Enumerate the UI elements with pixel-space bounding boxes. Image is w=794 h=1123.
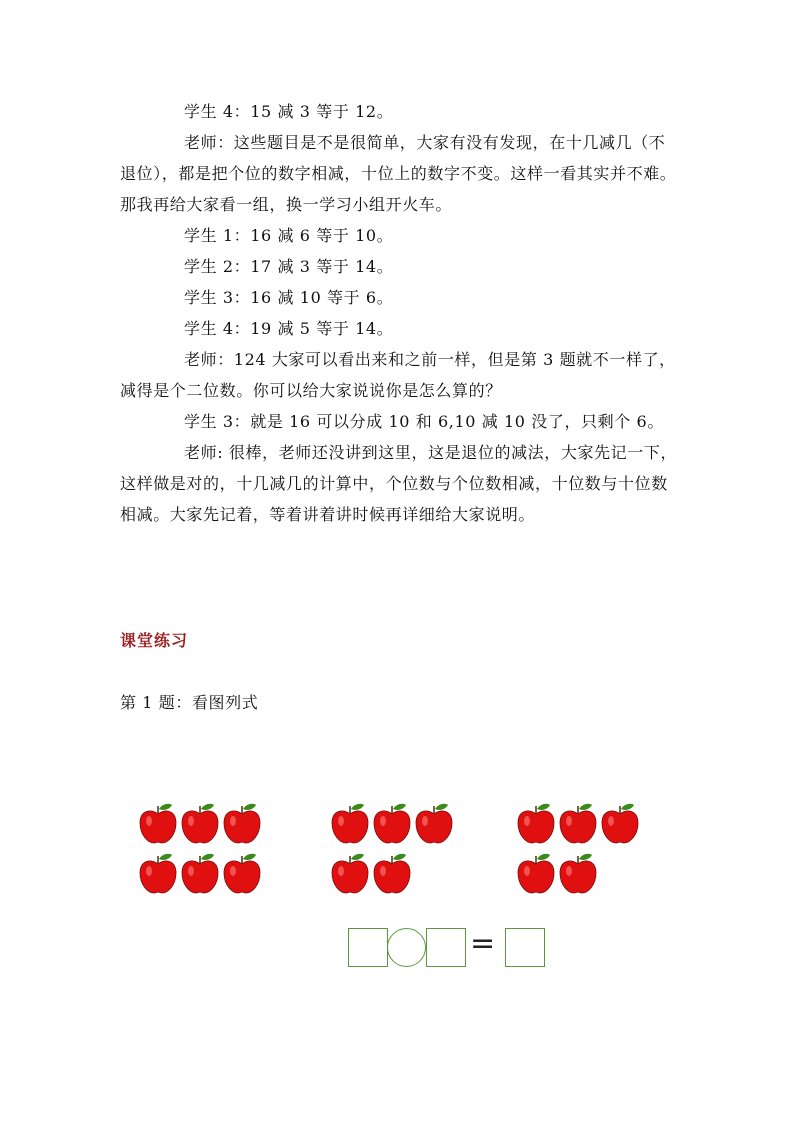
apple-icon [514, 852, 558, 896]
dialogue-line: 学生 4：15 减 3 等于 12。 [184, 102, 394, 121]
dialogue-line: 老师: 很棒，老师还没讲到这里，这是退位的减法，大家先记一下，这样做是对的，十几减几的计算中，个位数与个位数相减，十位数与十位数相减。大家先记着，等着讲着讲时候再详细给大家说明。 [120, 443, 678, 524]
apple-icon [178, 802, 222, 846]
apple-icon [136, 852, 180, 896]
question-label: 第 1 题：看图列式 [120, 693, 259, 712]
dialogue-line: 学生 3：就是 16 可以分成 10 和 6,10 减 10 没了，只剩个 6。 [184, 412, 664, 431]
apple-icon [178, 852, 222, 896]
apple-icon [556, 852, 600, 896]
answer-box-result[interactable] [505, 928, 545, 967]
apple-icon [556, 802, 600, 846]
apple-icon [220, 852, 264, 896]
dialogue-line: 学生 4：19 减 5 等于 14。 [184, 319, 394, 338]
section-title: 课堂练习 [120, 631, 189, 650]
dialogue-line: 老师：124 大家可以看出来和之前一样，但是第 3 题就不一样了，减得是个二位数。你可以给大家说说你是怎么算的？ [120, 350, 676, 400]
apple-icon [136, 802, 180, 846]
operator-circle[interactable] [387, 928, 426, 967]
apple-group-1 [136, 802, 276, 898]
apple-icon [598, 802, 642, 846]
dialogue-line: 学生 1：16 减 6 等于 10。 [184, 226, 394, 245]
apple-group-2 [328, 802, 468, 898]
dialogue-line: 老师：这些题目是不是很简单，大家有没有发现，在十几减几（不退位），都是把个位的数字相减，十位上的数字不变。这样一看其实并不难。那我再给大家看一组，换一学习小组开火车。 [120, 133, 677, 214]
apple-icon [328, 802, 372, 846]
dialogue-line: 学生 3：16 减 10 等于 6。 [184, 288, 394, 307]
apple-icon [514, 802, 558, 846]
dialogue-block [120, 96, 680, 530]
equation-blanks [348, 928, 548, 968]
apple-icon [370, 802, 414, 846]
equals-sign: = [470, 926, 496, 961]
apple-icon [328, 852, 372, 896]
answer-box-1[interactable] [348, 928, 388, 967]
apple-icon [412, 802, 456, 846]
apple-group-3 [514, 802, 654, 898]
dialogue-line: 学生 2：17 减 3 等于 14。 [184, 257, 394, 276]
answer-box-2[interactable] [426, 928, 466, 967]
apple-icon [370, 852, 414, 896]
apple-icon [220, 802, 264, 846]
